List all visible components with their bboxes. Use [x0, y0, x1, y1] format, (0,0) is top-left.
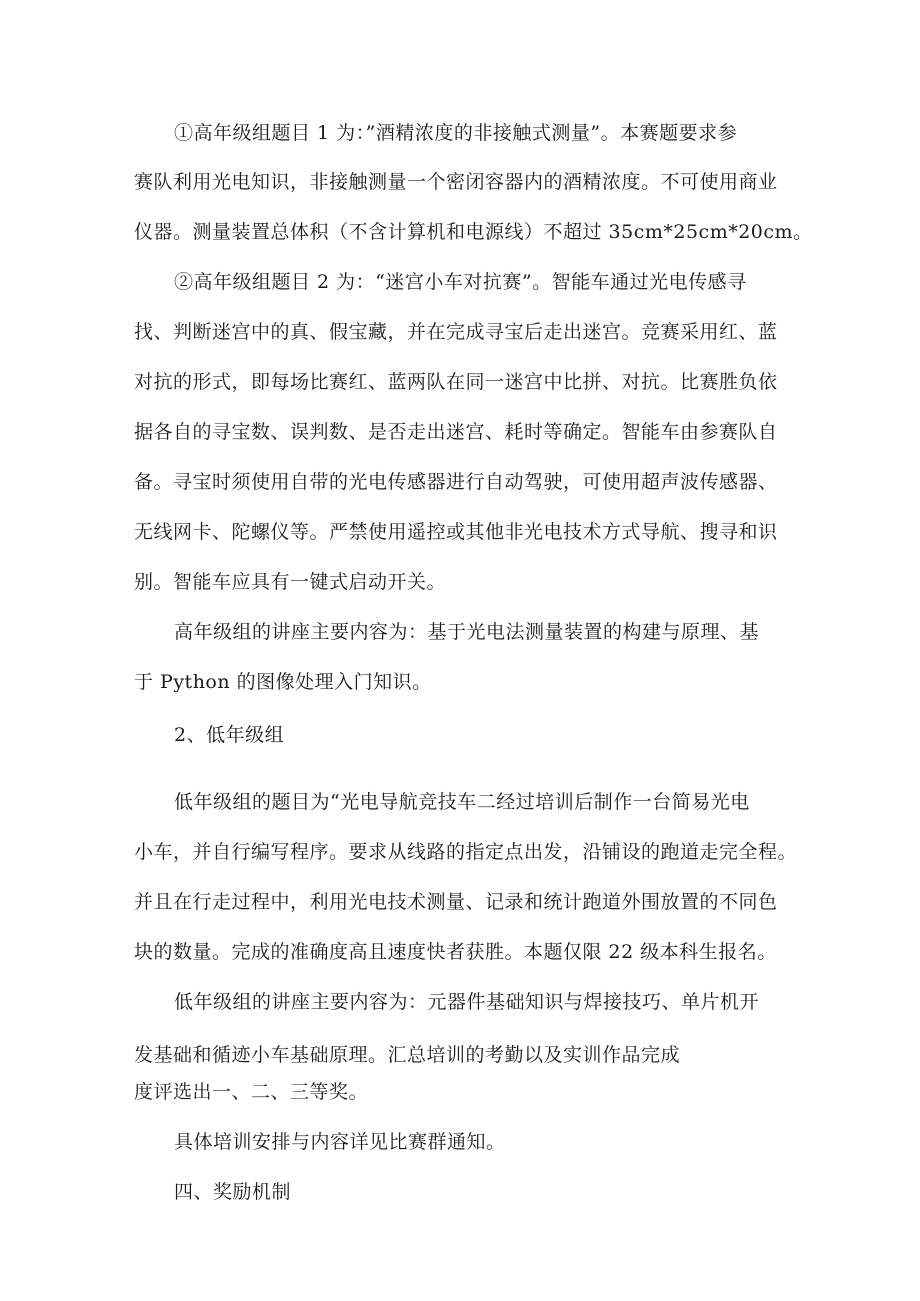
text-line: 仪器。测量装置总体积（不含计算机和电源线）不超过 35cm*25cm*20cm。: [134, 221, 813, 243]
text-line: ②高年级组题目 2 为：“迷宫小车对抗赛”。智能车通过光电传感寻: [174, 271, 747, 293]
text-line: 对抗的形式，即每场比赛红、蓝两队在同一迷宫中比拼、对抗。比赛胜负依: [134, 371, 778, 393]
text-line: 备。寻宝时须使用自带的光电传感器进行自动驾驶，可使用超声波传感器、: [134, 471, 778, 493]
text-line: 赛队利用光电知识，非接触测量一个密闭容器内的酒精浓度。不可使用商业: [134, 171, 778, 193]
text-line: 别。智能车应具有一键式启动开关。: [134, 571, 447, 593]
text-line: 低年级组的讲座主要内容为：元器件基础知识与焊接技巧、单片机开: [174, 991, 760, 1013]
section-heading: 2、低年级组: [174, 724, 285, 746]
text-line: 度评选出一、二、三等奖。: [134, 1081, 369, 1103]
section-heading: 四、奖励机制: [174, 1181, 292, 1203]
text-line: 于 Python 的图像处理入门知识。: [134, 671, 432, 693]
text-line: 找、判断迷宫中的真、假宝藏，并在完成寻宝后走出迷宫。竞赛采用红、蓝: [134, 321, 778, 343]
text-line: 具体培训安排与内容详见比赛群通知。: [174, 1131, 506, 1153]
text-line: 低年级组的题目为“光电导航竞技车二经过培训后制作一台简易光电: [174, 791, 750, 813]
text-line: 发基础和循迹小车基础原理。汇总培训的考勤以及实训作品完成: [134, 1044, 681, 1066]
text-line: 并且在行走过程中，利用光电技术测量、记录和统计跑道外围放置的不同色: [134, 891, 778, 913]
text-line: 块的数量。完成的准确度高且速度快者获胜。本题仅限 22 级本科生报名。: [134, 941, 777, 963]
text-line: 小车，并自行编写程序。要求从线路的指定点出发，沿铺设的跑道走完全程。: [134, 841, 798, 863]
text-line: 据各自的寻宝数、误判数、是否走出迷宫、耗时等确定。智能车由参赛队自: [134, 421, 778, 443]
text-line: 无线网卡、陀螺仪等。严禁使用遥控或其他非光电技术方式导航、搜寻和识: [134, 521, 778, 543]
text-line: ①高年级组题目 1 为：”酒精浓度的非接触式测量”。本赛题要求参: [174, 122, 738, 144]
text-line: 高年级组的讲座主要内容为：基于光电法测量装置的构建与原理、基: [174, 621, 760, 643]
